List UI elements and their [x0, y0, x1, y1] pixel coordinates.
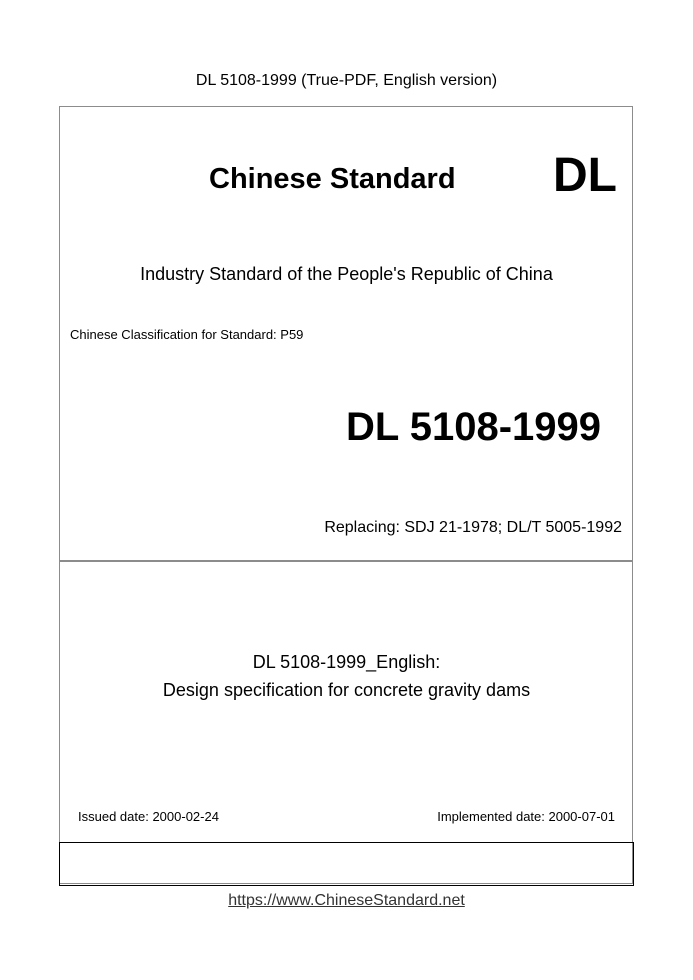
footer	[0, 892, 693, 910]
bottom-box	[59, 842, 634, 886]
implemented-date: Implemented date: 2000-07-01	[437, 809, 615, 824]
document-title-line-2: Design specification for concrete gravity dams	[162, 680, 531, 700]
cover-frame	[59, 106, 633, 884]
issued-date: Issued date: 2000-02-24	[78, 809, 219, 824]
standard-number: DL 5108-1999	[346, 405, 601, 449]
replacing-text: Replacing: SDJ 21-1978; DL/T 5005-1992	[324, 519, 622, 536]
standard-code-logo: DL	[553, 149, 617, 202]
page-header-title: DL 5108-1999 (True-PDF, English version)	[195, 72, 498, 89]
classification-text: Chinese Classification for Standard: P59	[70, 327, 304, 342]
cover-divider	[59, 560, 633, 562]
document-title-line-1: DL 5108-1999_English:	[252, 652, 441, 672]
industry-standard-line: Industry Standard of the People's Republic of China	[140, 264, 553, 284]
website-link[interactable]: https://www.ChineseStandard.net	[228, 892, 465, 909]
standard-heading: Chinese Standard	[209, 163, 456, 195]
